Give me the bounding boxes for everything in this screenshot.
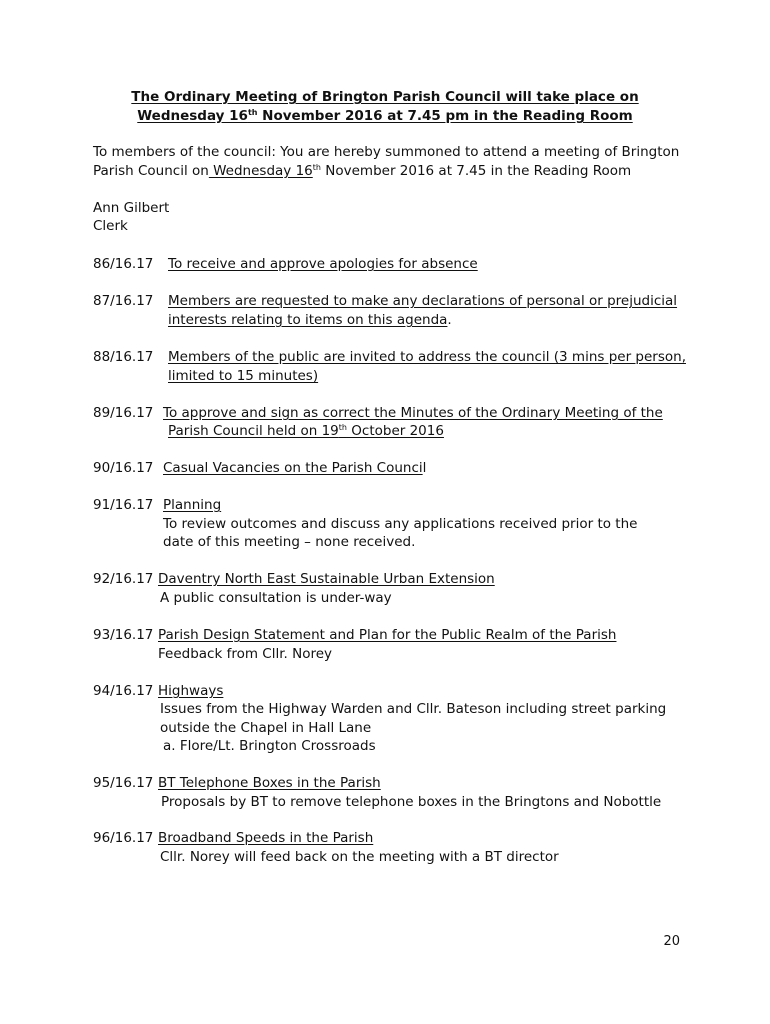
summons-line-2-a: Parish Council on — [93, 163, 209, 179]
item-title: Daventry North East Sustainable Urban Extension — [158, 571, 495, 587]
clerk-name: Ann Gilbert — [93, 200, 170, 216]
item-body-line: Proposals by BT to remove telephone boxes in the Bringtons and Nobottle — [161, 794, 662, 810]
item-title: Members of the public are invited to address the council (3 mins per person, — [168, 349, 686, 365]
item-title-line-2 — [168, 311, 452, 330]
item-title: Highways — [158, 683, 224, 699]
item-title: Broadband Speeds in the Parish — [158, 830, 374, 846]
item-title — [163, 459, 426, 478]
item-number: 95/16.17 — [93, 775, 154, 791]
item-title: Members are requested to make any declarations of personal or prejudicial — [168, 293, 678, 309]
heading-line-1: The Ordinary Meeting of Brington Parish Council will take place on — [131, 89, 639, 105]
item-title: Parish Design Statement and Plan for the Public Realm of the Parish — [158, 627, 617, 643]
heading-line-2-b: November 2016 at 7.45 pm in the Reading Room — [257, 108, 633, 124]
item-body-line: a. Flore/Lt. Brington Crossroads — [163, 738, 376, 754]
meeting-heading — [60, 88, 710, 126]
summons-line-1: To members of the council: You are hereby summoned to attend a meeting of Brington — [93, 144, 680, 160]
heading-line-2 — [60, 107, 710, 126]
summons-line-2-b: Wednesday 16 — [208, 163, 313, 179]
page-number: 20 — [663, 934, 680, 949]
item-title-line-2-a: Parish Council held on 19 — [168, 423, 339, 439]
item-title: Planning — [163, 497, 222, 513]
item-number: 90/16.17 — [93, 460, 154, 476]
item-body-line: To review outcomes and discuss any applications received prior to the — [163, 516, 638, 532]
item-number: 88/16.17 — [93, 349, 154, 365]
item-title-trail: . — [447, 312, 452, 328]
item-title: BT Telephone Boxes in the Parish — [158, 775, 381, 791]
item-number: 91/16.17 — [93, 497, 154, 513]
item-title-line-2-b: October 2016 — [346, 423, 444, 439]
item-number: 89/16.17 — [93, 405, 154, 421]
item-title-line-2-text: interests relating to items on this agenda — [168, 312, 448, 328]
summons-line-2 — [93, 162, 631, 181]
item-body-line: A public consultation is under-way — [160, 590, 392, 606]
item-body-line: Cllr. Norey will feed back on the meeting with a BT director — [160, 849, 559, 865]
clerk-role: Clerk — [93, 218, 128, 234]
item-number: 87/16.17 — [93, 293, 154, 309]
item-title-line-2-sup: th — [338, 423, 347, 432]
item-title-trail: l — [422, 460, 427, 476]
item-title: To approve and sign as correct the Minutes of the Ordinary Meeting of the — [163, 405, 663, 421]
item-number: 93/16.17 — [93, 627, 154, 643]
item-title-line-2 — [168, 422, 444, 441]
heading-line-2-a: Wednesday 16 — [137, 108, 248, 124]
item-body-line: date of this meeting – none received. — [163, 534, 416, 550]
item-number: 92/16.17 — [93, 571, 154, 587]
summons-line-2-sup: th — [312, 163, 321, 172]
item-body-line: Issues from the Highway Warden and Cllr. Bateson including street parking — [160, 701, 667, 717]
item-body-line: Feedback from Cllr. Norey — [158, 646, 333, 662]
item-body-line: outside the Chapel in Hall Lane — [160, 720, 372, 736]
heading-line-2-sup: th — [247, 108, 258, 117]
item-title-line-2: limited to 15 minutes) — [168, 368, 319, 384]
item-number: 96/16.17 — [93, 830, 154, 846]
summons-line-2-c: November 2016 at 7.45 in the Reading Room — [320, 163, 632, 179]
item-title-text: Casual Vacancies on the Parish Counci — [163, 460, 423, 476]
item-title: To receive and approve apologies for absence — [168, 256, 478, 272]
item-number: 94/16.17 — [93, 683, 154, 699]
item-number: 86/16.17 — [93, 256, 154, 272]
